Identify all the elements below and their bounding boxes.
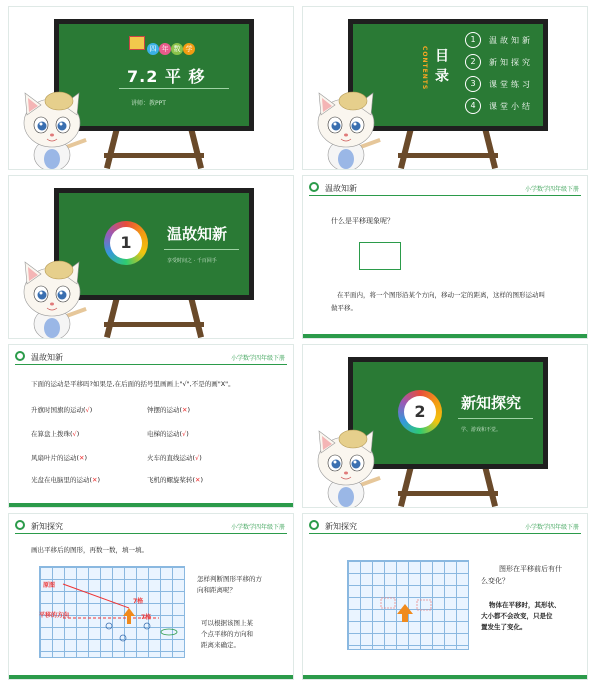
label-distance-2: 7格 (141, 614, 152, 621)
footer-bar (303, 334, 587, 338)
toc-num-2: 2 (465, 54, 481, 70)
quiz-answer-mark[interactable]: √ (195, 454, 200, 462)
slide-review-definition[interactable] (302, 175, 588, 339)
badge-char: 数 (171, 43, 183, 55)
section-number: 1 (110, 227, 142, 259)
answer-line-1: 可以根据该图上某 (201, 619, 253, 627)
question-line-2: 么变化？ (481, 577, 509, 585)
quiz-item-close: ) (76, 430, 80, 438)
header-grade: 小学数学四年级下册 (524, 524, 579, 531)
header-divider (15, 364, 287, 365)
header-divider (15, 533, 287, 534)
section-logo-icon (15, 520, 25, 530)
badge-char: 学 (183, 43, 195, 55)
footer-bar (303, 675, 587, 679)
quiz-answer-mark[interactable]: ✕ (92, 476, 98, 484)
quiz-item (147, 429, 189, 438)
up-arrow-shape (123, 608, 135, 624)
easel-leg-right (482, 465, 498, 507)
grade-badge (147, 36, 195, 55)
quiz-item-text: 光盘在电脑里的运动( (31, 476, 93, 484)
quiz-item-close: ) (84, 454, 88, 462)
toc-item-1[interactable]: 温故知新 (489, 36, 533, 45)
slide-contents[interactable] (302, 6, 588, 170)
label-original: 原图 (43, 582, 56, 589)
quiz-instruction: 下面的运动是平移吗?如果是,在后面的括号里画画上"√",不是的画"X"。 (31, 380, 235, 388)
quiz-item-text: 钟摆的运动( (147, 406, 183, 414)
slide-section-2[interactable] (302, 344, 588, 508)
quiz-item (31, 453, 87, 462)
slide-section-1[interactable] (8, 175, 294, 339)
title-underline (119, 88, 229, 89)
translation-diagram (347, 560, 467, 648)
quiz-answer-mark[interactable]: √ (72, 430, 77, 438)
header-divider (309, 195, 581, 196)
cat-mascot (19, 85, 89, 170)
quiz-answer-mark[interactable]: √ (85, 406, 90, 414)
easel-leg-left (104, 296, 120, 338)
quiz-item (31, 405, 92, 414)
title-underline (164, 249, 239, 250)
quiz-answer-mark[interactable]: ✕ (79, 454, 85, 462)
answer-line-2: 个点平移的方向和 (201, 630, 253, 638)
header-title: 温故知新 (31, 353, 63, 362)
footer-bar (9, 675, 293, 679)
section-logo-icon (309, 182, 319, 192)
section-logo-icon (309, 520, 319, 530)
section-subtitle: 享受时间之 · 千百回手 (167, 258, 217, 264)
contents-heading: 目录 (433, 48, 449, 88)
quiz-item-close: ) (89, 406, 93, 414)
original-shape (381, 598, 395, 608)
point-marker (120, 635, 126, 641)
easel-crossbar (398, 153, 498, 158)
answer-line-3: 距离来确定。 (201, 641, 240, 649)
toc-num-1: 1 (465, 32, 481, 48)
answer-line-1: 物体在平移时，其形状、 (489, 601, 561, 609)
easel-crossbar (398, 491, 498, 496)
quiz-item-close: ) (186, 430, 189, 438)
quiz-item (147, 475, 203, 484)
section-title: 新知探究 (461, 394, 522, 412)
quiz-answer-mark[interactable]: ✕ (195, 476, 201, 484)
books-icon (129, 36, 145, 50)
up-arrow-shape (397, 604, 413, 622)
section-logo-icon (15, 351, 25, 361)
quiz-item (31, 429, 79, 438)
header-grade: 小学数学四年级下册 (230, 355, 285, 362)
header-title: 新知探究 (325, 522, 357, 531)
toc-num-3: 3 (465, 76, 481, 92)
quiz-item-text: 电梯的运动( (147, 430, 183, 438)
slide-explore-change[interactable] (302, 513, 588, 680)
quiz-item (147, 405, 190, 414)
question-text: 什么是平移现象呢？ (331, 217, 394, 225)
slide-cover[interactable] (8, 6, 294, 170)
easel-leg-right (188, 127, 204, 169)
question-line-2: 向和距离呢？ (197, 586, 236, 594)
toc-num-4: 4 (465, 98, 481, 114)
presenter-label: 讲师：教PPT (131, 100, 166, 107)
slide-review-quiz[interactable] (8, 344, 294, 508)
answer-line-2: 大小都不会改变，只是位 (481, 612, 553, 620)
toc-item-2[interactable]: 新知探究 (489, 58, 533, 67)
header-grade: 小学数学四年级下册 (524, 186, 579, 193)
cat-mascot (19, 254, 89, 339)
contents-heading-en: CONTENTS (421, 46, 428, 91)
quiz-item-close: ) (97, 476, 101, 484)
quiz-item-text: 飞机的螺旋桨转( (147, 476, 196, 484)
section-title: 温故知新 (167, 225, 228, 243)
point-marker (144, 623, 150, 629)
cat-mascot (313, 423, 383, 508)
quiz-item-text: 升旗时国旗的运动( (31, 406, 86, 414)
draw-instruction: 画出平移后的图形，再数一数，填一填。 (31, 546, 148, 554)
slide-title: 7.2 平 移 (127, 67, 206, 86)
moved-shape (417, 600, 431, 610)
header-title: 温故知新 (325, 184, 357, 193)
question-line-1: 怎样判断图形平移的方 (197, 575, 262, 583)
section-subtitle: 学、游戏和不觉。 (461, 427, 502, 433)
toc-item-4[interactable]: 课堂小结 (489, 102, 533, 111)
easel-leg-right (188, 296, 204, 338)
toc-item-3[interactable]: 课堂练习 (489, 80, 533, 89)
quiz-answer-mark[interactable]: √ (182, 430, 187, 438)
point-marker (106, 623, 112, 629)
quiz-item-close: ) (200, 476, 204, 484)
label-distance-1: 7格 (133, 598, 144, 605)
badge-char: 年 (159, 43, 171, 55)
rectangle-shape (359, 242, 401, 270)
title-underline (458, 418, 533, 419)
definition-line-2: 做平移。 (331, 304, 357, 312)
quiz-item-text: 风扇叶片的运动( (31, 454, 80, 462)
header-title: 新知探究 (31, 522, 63, 531)
easel-leg-left (398, 127, 414, 169)
easel-leg-left (398, 465, 414, 507)
slide-explore-draw[interactable] (8, 513, 294, 680)
question-line-1: 图形在平移前后有什 (499, 565, 562, 573)
easel-leg-left (104, 127, 120, 169)
quiz-item (31, 475, 100, 484)
direction-line (63, 584, 129, 608)
cat-mascot (313, 85, 383, 170)
header-divider (309, 533, 581, 534)
section-number: 2 (404, 396, 436, 428)
easel-leg-right (482, 127, 498, 169)
quiz-item (147, 453, 202, 462)
highlight-oval (161, 629, 177, 635)
badge-char: 四 (147, 43, 159, 55)
quiz-item-text: 在算盘上拨珠( (31, 430, 73, 438)
quiz-answer-mark[interactable]: ✕ (182, 406, 188, 414)
definition-line-1: 在平面内，将一个图形沿某个方向，移动一定的距离，这样的图形运动叫 (337, 291, 545, 299)
quiz-item-text: 火车的直线运动( (147, 454, 196, 462)
quiz-item-close: ) (187, 406, 191, 414)
label-direction: 平移的方向 (39, 612, 70, 619)
quiz-item-close: ) (199, 454, 202, 462)
easel-crossbar (104, 153, 204, 158)
footer-bar (9, 503, 293, 507)
header-grade: 小学数学四年级下册 (230, 524, 285, 531)
answer-line-3: 置发生了变化。 (481, 623, 527, 631)
easel-crossbar (104, 322, 204, 327)
